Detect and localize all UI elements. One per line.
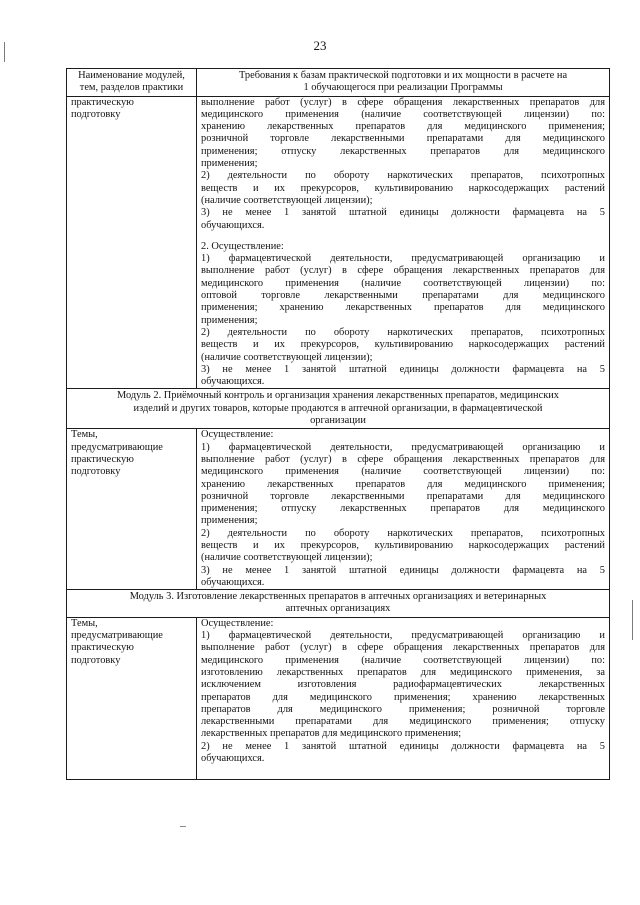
topic-line: практическую [71, 642, 134, 654]
text-line: 1) фармацевтической деятельности, предусматривающей организацию и [201, 253, 605, 265]
text-line: медицинского применения (наличие соответствующей лицензии) по: [201, 466, 605, 478]
text-line: применения; отпуску лекарственных препаратов для медицинского [201, 145, 605, 157]
text-line: выполнение работ (услуг) в сфере обращения лекарственных препаратов для [201, 96, 605, 108]
table-row-module-3 [67, 617, 610, 780]
module-title-line: организации [310, 415, 366, 427]
topic-line: подготовку [71, 654, 121, 666]
text-line: выполнение работ (услуг) в сфере обращения лекарственных препаратов для [201, 265, 605, 277]
text-line: лекарственных препаратов для медицинского применения; [201, 728, 462, 740]
topic-cell [67, 617, 197, 780]
text-line: веществ и их прекурсоров, культивированию наркосодержащих растений [201, 182, 605, 194]
text-line: веществ и их прекурсоров, культивированию наркосодержащих растений [201, 539, 605, 551]
requirements-block [201, 97, 605, 232]
header-col-modules [67, 69, 197, 97]
requirements-cell [197, 429, 610, 590]
header-line: 1 обучающегося при реализации Программы [303, 82, 503, 94]
topic-line: практическую [71, 453, 134, 465]
text-line: оптовой торговле лекарственными препаратами для медицинского [201, 290, 605, 302]
text-line: хранению лекарственных препаратов для медицинского применения; [201, 478, 605, 490]
topic-cell [67, 96, 197, 389]
text-line: применения; [201, 314, 258, 326]
header-line: Наименование модулей, [78, 70, 185, 81]
text-line: 2) деятельности по обороту наркотических препаратов, психотропных [201, 527, 605, 539]
text-line: применения; хранению лекарственных препаратов для медицинского [201, 302, 605, 314]
text-line: веществ и их прекурсоров, культивированию наркосодержащих растений [201, 339, 605, 351]
text-line: Осуществление: [201, 429, 274, 441]
module-heading-row [67, 389, 610, 429]
text-line: (наличие соответствующей лицензии); [201, 552, 373, 564]
text-line: препаратов для медицинского применения; хранению лекарственных [201, 691, 605, 703]
module-2-title [67, 389, 610, 429]
topic-line: Темы, [71, 617, 98, 629]
topic-line: подготовку [71, 108, 121, 120]
text-line: медицинского применения (наличие соответствующей лицензии) по: [201, 108, 605, 120]
scan-edge-mark [4, 42, 5, 62]
requirements-block [201, 241, 605, 389]
requirements-cell [197, 617, 610, 780]
text-line: (наличие соответствующей лицензии); [201, 194, 373, 206]
topic-line: Темы, [71, 429, 98, 441]
requirements-cell [197, 96, 610, 389]
topic-line: предусматривающие [71, 630, 163, 642]
table-header-row [67, 69, 610, 97]
text-line: исключением изготовления радиофармацевтических лекарственных [201, 679, 605, 691]
text-line: выполнение работ (услуг) в сфере обращения лекарственных препаратов для [201, 453, 605, 465]
text-line: 2) деятельности по обороту наркотических препаратов, психотропных [201, 326, 605, 338]
text-line: розничной торговле лекарственными препаратами для медицинского [201, 490, 605, 502]
text-line: Осуществление: [201, 617, 274, 629]
module-title-line: Модуль 3. Изготовление лекарственных препаратов в аптечных организациях и ветеринарных [129, 591, 547, 603]
module-heading-row [67, 590, 610, 618]
requirements-table [66, 68, 610, 780]
topic-cell [67, 429, 197, 590]
text-line: 2) не менее 1 занятой штатной единицы должности фармацевта на 5 [201, 740, 605, 752]
text-line: розничной торговле лекарственными препаратами для медицинского [201, 133, 605, 145]
header-line: тем, разделов практики [79, 82, 184, 94]
topic-line: практическую [71, 96, 134, 108]
header-col-requirements [197, 69, 610, 97]
text-line: 3) не менее 1 занятой штатной единицы должности фармацевта на 5 [201, 363, 605, 375]
text-line: лекарственными препаратами для медицинского применения; отпуску [201, 716, 605, 728]
page-number: 23 [313, 38, 327, 53]
text-line: применения; [201, 515, 258, 527]
text-line: применения; отпуску лекарственных препаратов для медицинского [201, 503, 605, 515]
text-line: медицинского применения (наличие соответствующей лицензии) по: [201, 654, 605, 666]
header-line: Требования к базам практической подготовки и их мощности в расчете на [238, 70, 568, 81]
text-line: обучающихся. [201, 219, 265, 231]
text-line: 1) фармацевтической деятельности, предусматривающей организацию и [201, 630, 605, 642]
text-line: изготовлению лекарственных препаратов для медицинского применения, за [201, 666, 605, 678]
text-line: хранению лекарственных препаратов для медицинского применения; [201, 121, 605, 133]
text-line: (наличие соответствующей лицензии); [201, 351, 373, 363]
module-3-title [67, 590, 610, 618]
table-row-module-2 [67, 429, 610, 590]
text-line: применения; [201, 158, 258, 170]
text-line: обучающихся. [201, 576, 265, 588]
text-line: 3) не менее 1 занятой штатной единицы должности фармацевта на 5 [201, 564, 605, 576]
text-line: 1) фармацевтической деятельности, предусматривающей организацию и [201, 441, 605, 453]
text-line: обучающихся. [201, 376, 265, 388]
pencil-mark [180, 826, 186, 827]
text-line: 2) деятельности по обороту наркотических препаратов, психотропных [201, 170, 605, 182]
text-line: обучающихся. [201, 753, 265, 765]
module-title-line: аптечных организациях [285, 603, 391, 615]
topic-line: подготовку [71, 466, 121, 478]
text-line: медицинского применения (наличие соответствующей лицензии) по: [201, 277, 605, 289]
text-line: выполнение работ (услуг) в сфере обращения лекарственных препаратов для [201, 642, 605, 654]
scan-edge-mark [632, 600, 633, 640]
text-line: 2. Осуществление: [201, 240, 284, 252]
topic-line: предусматривающие [71, 441, 163, 453]
module-title-line: Модуль 2. Приёмочный контроль и организация хранения лекарственных препаратов, медицинских [116, 390, 560, 402]
table-row-continuation [67, 96, 610, 389]
text-line: препаратов для медицинского применения; розничной торговле [201, 703, 605, 715]
text-line: 3) не менее 1 занятой штатной единицы должности фармацевта на 5 [201, 207, 605, 219]
module-title-line: изделий и других товаров, которые продаются в аптечной организации, в фармацевтической [133, 402, 543, 414]
